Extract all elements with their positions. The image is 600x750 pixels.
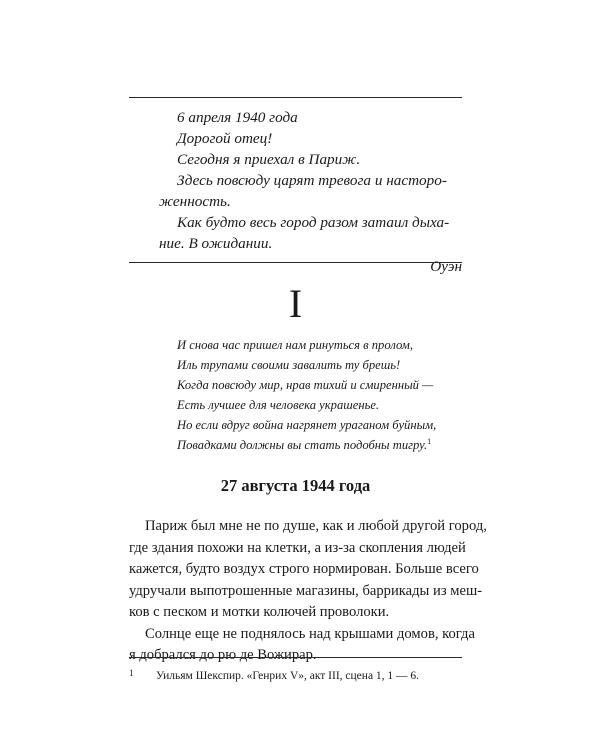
letter-line: ние. В ожидании. [159, 235, 273, 252]
letter-line: Здесь повсюду царят тревога и насторо- [177, 172, 447, 189]
letter-line: Как будто весь город разом затаил дыха- [177, 214, 450, 231]
epigraph-line-text: Повадками должны вы стать подобны тигру. [177, 438, 428, 452]
footnote-number: 1 [129, 668, 134, 678]
prose-line: я добрался до рю де Вожирар. [129, 647, 317, 663]
letter-signature: Оуэн [430, 258, 462, 275]
letter-line: женность. [159, 193, 231, 210]
prose-line: Париж был мне не по душе, как и любой другой город, [145, 518, 487, 534]
prose-line: где здания похожи на клетки, а из-за скопления людей [129, 539, 466, 556]
epigraph-line: Есть лучшее для человека украшенье. [177, 398, 380, 412]
letter-salutation: Дорогой отец! [177, 130, 273, 147]
epigraph-line: Иль трупами своими завалить ту брешь! [177, 358, 401, 372]
epigraph-line: Когда повсюду мир, нрав тихий и смиренный — [177, 378, 434, 392]
body-text [129, 516, 487, 667]
prose-line: ков с песком и мотки колючей проволоки. [129, 604, 390, 620]
footnote [129, 665, 462, 684]
footnote-marker[interactable]: 1 [427, 437, 432, 446]
epigraph-line: Но если вдруг война нагрянет ураганом буйным, [177, 418, 437, 432]
bottom-rule [129, 262, 462, 263]
letter-line: Сегодня я приехал в Париж. [177, 151, 361, 168]
chapter-numeral: I [288, 281, 303, 326]
epigraph-line-last [177, 435, 467, 455]
letter-block [129, 107, 462, 277]
prose-line: Солнце еще не поднялось над крышами домов, когда [145, 625, 475, 642]
section-date-heading: 27 августа 1944 года [220, 476, 371, 495]
footnote-text: Уильям Шекспир. «Генрих V», акт III, сцена 1, 1 — 6. [156, 670, 420, 682]
top-rule [129, 97, 462, 98]
prose-line: удручали выпотрошенные магазины, баррикады из меш- [129, 582, 483, 599]
footnote-rule [129, 657, 462, 658]
prose-line: кажется, будто воздух строго нормирован. Больше всего [129, 561, 479, 577]
epigraph [177, 335, 467, 455]
letter-date: 6 апреля 1940 года [177, 109, 298, 126]
epigraph-line: И снова час пришел нам ринуться в пролом, [177, 338, 413, 352]
